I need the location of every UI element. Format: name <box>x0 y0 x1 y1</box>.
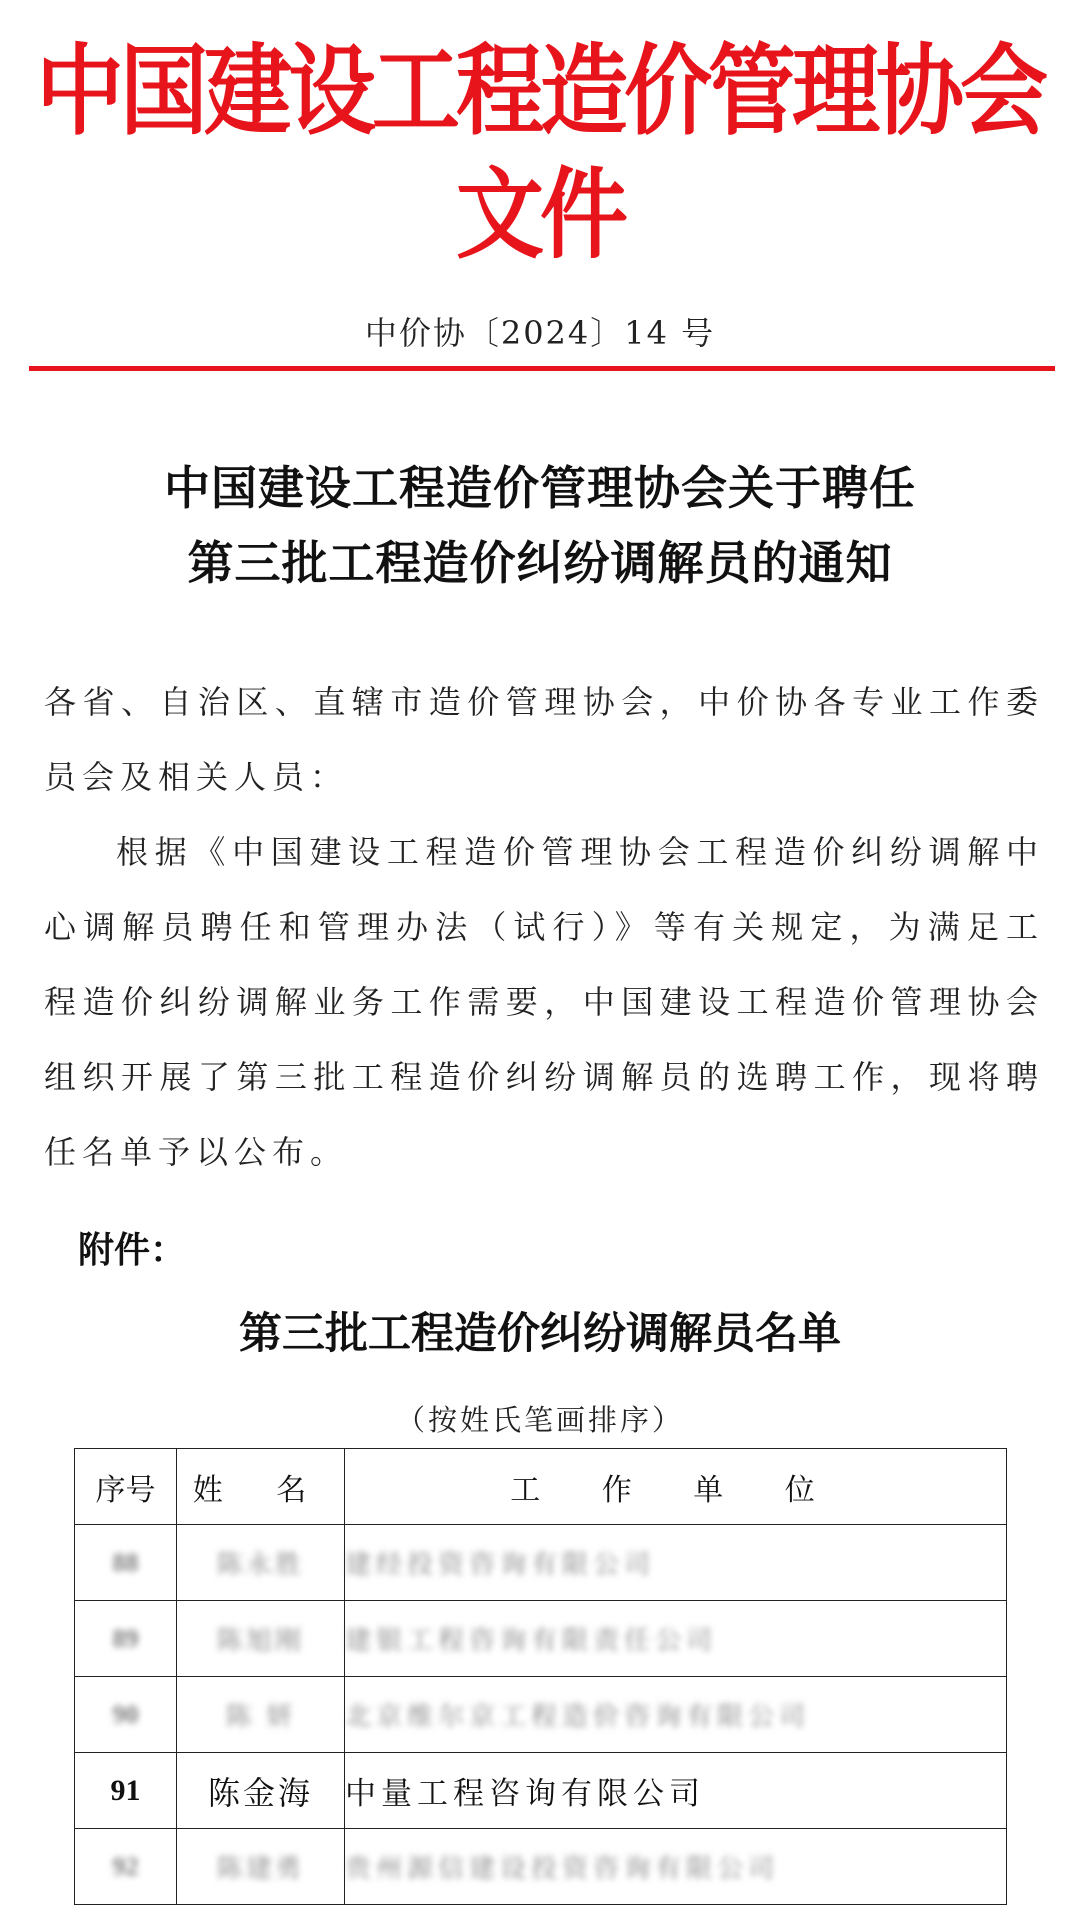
row-number: 90 <box>75 1677 177 1753</box>
body-paragraph: 根据《中国建设工程造价管理协会工程造价纠纷调解中心调解员聘任和管理办法（试行）》等有关规定，为满足工程造价纠纷调解业务工作需要，中国建设工程造价管理协会组织开展了第三批工程造价纠纷调解员的选聘工作，现将聘任名单予以公布。 <box>44 833 1044 1171</box>
row-work-unit: 贵州源信建设投资咨询有限公司 <box>345 1829 1007 1905</box>
header-name: 姓 名 <box>177 1449 345 1525</box>
table-header-row <box>75 1449 1007 1525</box>
header-serial-number: 序号 <box>75 1449 177 1525</box>
row-work-unit: 中量工程咨询有限公司 <box>345 1753 1007 1829</box>
notice-title-line-2: 第三批工程造价纠纷调解员的通知 <box>187 536 893 590</box>
table-row-highlighted <box>75 1753 1007 1829</box>
row-name: 陈旭刚 <box>177 1601 345 1677</box>
red-divider-line <box>29 366 1055 371</box>
row-name: 陈 妍 <box>177 1677 345 1753</box>
row-number: 88 <box>75 1525 177 1601</box>
sort-note: （按姓氏笔画排序） <box>395 1403 684 1437</box>
row-name: 陈金海 <box>177 1753 345 1829</box>
document-number: 中价协〔2024〕14 号 <box>364 314 716 352</box>
row-number: 89 <box>75 1601 177 1677</box>
notice-title-line-1: 中国建设工程造价管理协会关于聘任 <box>164 461 916 515</box>
attachment-label: 附件： <box>78 1230 187 1271</box>
table-row <box>75 1829 1007 1905</box>
table-row <box>75 1525 1007 1601</box>
row-work-unit: 建银工程咨询有限责任公司 <box>345 1601 1007 1677</box>
row-number: 91 <box>75 1753 177 1829</box>
salutation: 各省、自治区、直辖市造价管理协会，中价协各专业工作委员会及相关人员： <box>44 683 1044 796</box>
header-work-unit: 工 作 单 位 <box>345 1449 1007 1525</box>
row-work-unit: 建经投资咨询有限公司 <box>345 1525 1007 1601</box>
table-row <box>75 1677 1007 1753</box>
row-number: 92 <box>75 1829 177 1905</box>
row-name: 陈建勇 <box>177 1829 345 1905</box>
list-title: 第三批工程造价纠纷调解员名单 <box>239 1309 841 1359</box>
mediator-table <box>74 1448 1007 1905</box>
letterhead: 中国建设工程造价管理协会文件 <box>35 33 1044 272</box>
row-work-unit: 北京维尔京工程造价咨询有限公司 <box>345 1677 1007 1753</box>
row-name: 陈永胜 <box>177 1525 345 1601</box>
table-row <box>75 1601 1007 1677</box>
